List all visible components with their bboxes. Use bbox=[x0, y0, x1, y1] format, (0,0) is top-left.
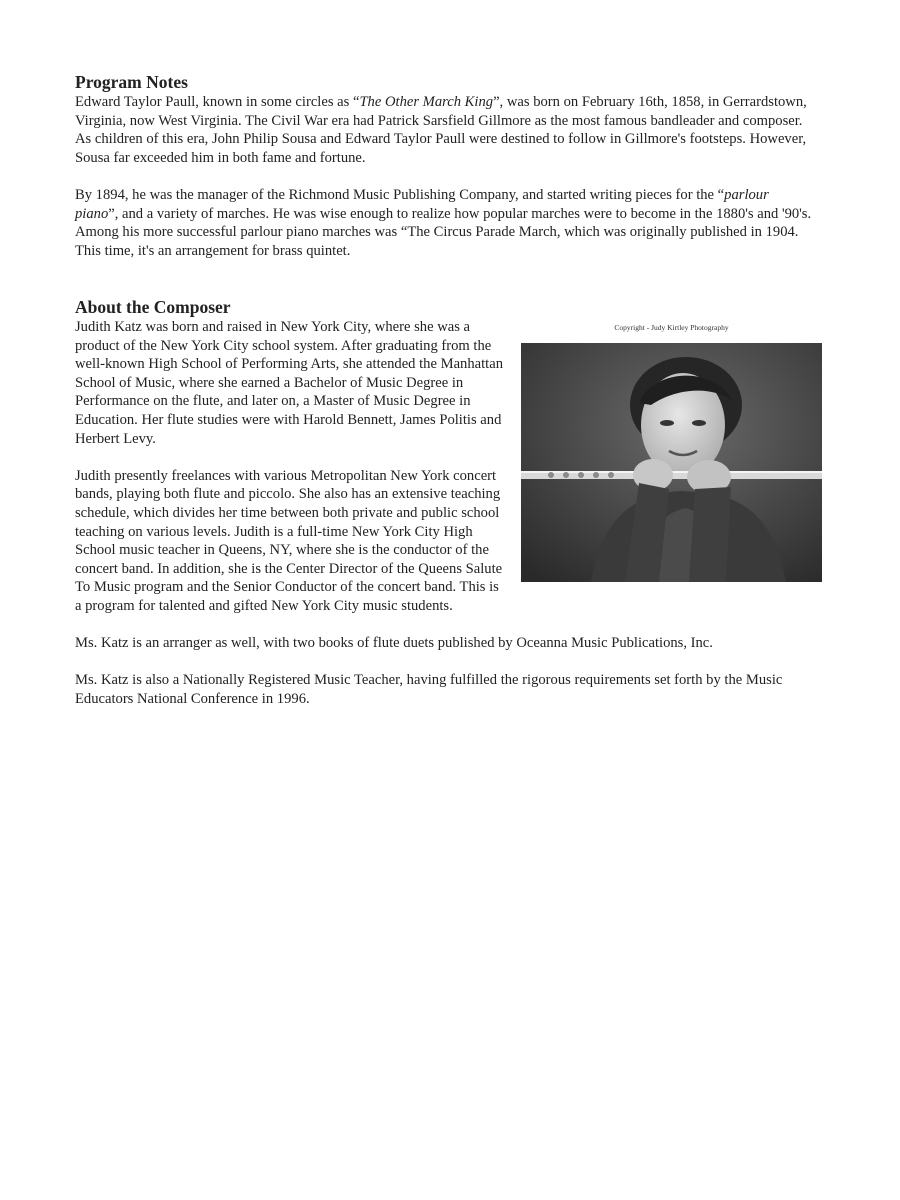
italic-title: The Other March King bbox=[359, 94, 494, 110]
text-run: ”, and a variety of marches. He was wise enough to realize how popular marches were to become in the 1880's and '90's. Among his more successful parlour piano marches was “The Circus Parade March, which was originally published in 1904. This time, it's an arrangement for brass quintet. bbox=[75, 205, 812, 259]
photo-credit: Copyright - Judy Kirtley Photography bbox=[614, 323, 729, 332]
composer-paragraph-4: Ms. Katz is also a Nationally Registered Music Teacher, having fulfilled the rigorous requirements set forth by the Music Educators National Conference in 1996. bbox=[75, 672, 783, 707]
program-notes-paragraph-1 bbox=[75, 93, 815, 167]
composer-photo-block bbox=[521, 318, 822, 582]
about-composer-section bbox=[75, 296, 815, 727]
composer-paragraph-3: Ms. Katz is an arranger as well, with two books of flute duets published by Oceanna Music Publications, Inc. bbox=[75, 635, 713, 652]
italic-term: parlour piano bbox=[75, 186, 769, 222]
text-run: By 1894, he was the manager of the Richmond Music Publishing Company, and started writing pieces for the “ bbox=[75, 186, 725, 203]
composer-paragraph-2: Judith presently freelances with various Metropolitan New York concert bands, playing both flute and piccolo. She also has an extensive teaching schedule, which divides her time between both private and public school teaching on various levels. Judith is a full-time New York City High School music teacher in Queens, NY, where she is the conductor of the concert band. In addition, she is the Center Director of the Queens Salute To Music program and the Senior Conductor of the concert band. This is a program for talented and gifted New York City music students. bbox=[75, 467, 503, 614]
composer-photo bbox=[521, 343, 822, 582]
program-notes-heading: Program Notes bbox=[75, 72, 188, 92]
program-notes-section bbox=[75, 71, 815, 279]
composer-paragraph-1: Judith Katz was born and raised in New York City, where she was a product of the New York City school system. After graduating from the well-known High School of Performing Arts, she attended the Manhattan School of Music, where she earned a Bachelor of Music Degree in Performance on the flute, and later on, a Master of Music Degree in Education. Her flute studies were with Harold Bennett, James Politis and Herbert Levy. bbox=[75, 319, 503, 447]
program-notes-paragraph-2 bbox=[75, 186, 815, 260]
text-run: Edward Taylor Paull, known in some circles as “ bbox=[75, 94, 360, 110]
about-composer-heading: About the Composer bbox=[75, 297, 231, 317]
text-run: ”, was born on February 16th, 1858, in Gerrardstown, Virginia, now West Virginia. The Civil War era had Patrick Sarsfield Gillmore as the most famous bandleader and composer. As children of this era, John Philip Sousa and Edward Taylor Paull were destined to follow in Gillmore's footsteps. However, Sousa far exceeded him in both fame and fortune. bbox=[75, 94, 807, 166]
